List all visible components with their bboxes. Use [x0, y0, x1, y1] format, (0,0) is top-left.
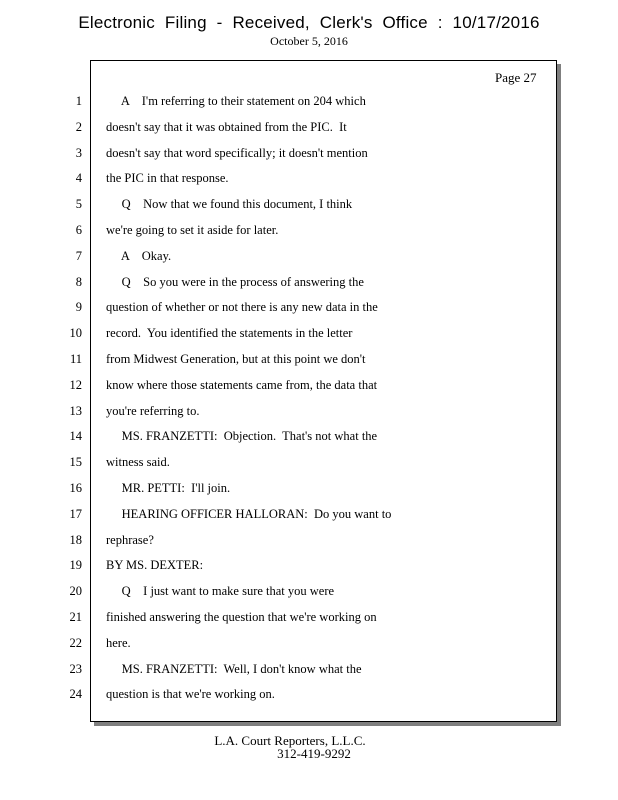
transcript-line: Q So you were in the process of answering the — [106, 275, 364, 289]
filing-stamp: Electronic Filing - Received, Clerk's Office : 10/17/2016 — [78, 13, 540, 32]
transcript-line: know where those statements came from, the data that — [106, 378, 378, 392]
line-number: 4 — [75, 171, 82, 185]
line-number: 1 — [75, 94, 82, 108]
transcript-line: question of whether or not there is any new data in the — [106, 300, 378, 314]
transcript-line: the PIC in that response. — [106, 171, 229, 185]
footer-phone: 312-419-9292 — [277, 746, 351, 761]
transcript-line: MS. FRANZETTI: Well, I don't know what the — [106, 662, 362, 676]
line-number: 20 — [69, 584, 82, 598]
transcript-line: Q Now that we found this document, I think — [106, 197, 353, 211]
transcript-line: rephrase? — [106, 533, 154, 547]
line-number: 14 — [69, 429, 82, 443]
transcript-line: you're referring to. — [106, 404, 200, 418]
line-number: 9 — [75, 300, 82, 314]
line-number: 12 — [69, 378, 82, 392]
page-number: Page 27 — [495, 70, 537, 85]
transcript-line: from Midwest Generation, but at this point we don't — [106, 352, 366, 366]
transcript-line: finished answering the question that we're working on — [106, 610, 377, 624]
line-number: 8 — [75, 275, 82, 289]
transcript-date: October 5, 2016 — [270, 34, 348, 48]
line-number: 6 — [75, 223, 82, 237]
transcript-line: record. You identified the statements in the letter — [106, 326, 353, 340]
transcript-line: witness said. — [106, 455, 170, 469]
transcript-line: A Okay. — [106, 249, 172, 263]
line-number: 21 — [69, 610, 82, 624]
line-number: 10 — [69, 326, 82, 340]
transcript-line: we're going to set it aside for later. — [106, 223, 279, 237]
transcript-line: doesn't say that it was obtained from the PIC. It — [106, 120, 347, 134]
transcript-line: question is that we're working on. — [106, 687, 275, 701]
line-number: 3 — [75, 146, 82, 160]
line-number: 2 — [75, 120, 82, 134]
footer-company: L.A. Court Reporters, L.L.C. — [214, 733, 366, 748]
line-number: 16 — [69, 481, 82, 495]
line-number: 7 — [75, 249, 82, 263]
transcript-line: HEARING OFFICER HALLORAN: Do you want to — [106, 507, 392, 521]
line-number: 22 — [69, 636, 82, 650]
line-number: 18 — [69, 533, 82, 547]
line-number: 24 — [69, 687, 82, 701]
line-number: 11 — [69, 352, 82, 366]
line-number: 17 — [69, 507, 82, 521]
transcript-line: Q I just want to make sure that you were — [106, 584, 335, 598]
transcript-line: here. — [106, 636, 131, 650]
line-number: 23 — [69, 662, 82, 676]
transcript-line: A I'm referring to their statement on 204 which — [106, 94, 366, 108]
line-number: 15 — [69, 455, 82, 469]
line-number: 19 — [69, 558, 82, 572]
transcript-line: MR. PETTI: I'll join. — [106, 481, 231, 495]
transcript-line: BY MS. DEXTER: — [106, 558, 204, 572]
line-number: 13 — [69, 404, 82, 418]
transcript-line: doesn't say that word specifically; it doesn't mention — [106, 146, 368, 160]
transcript-line: MS. FRANZETTI: Objection. That's not what the — [106, 429, 378, 443]
line-number: 5 — [75, 197, 82, 211]
